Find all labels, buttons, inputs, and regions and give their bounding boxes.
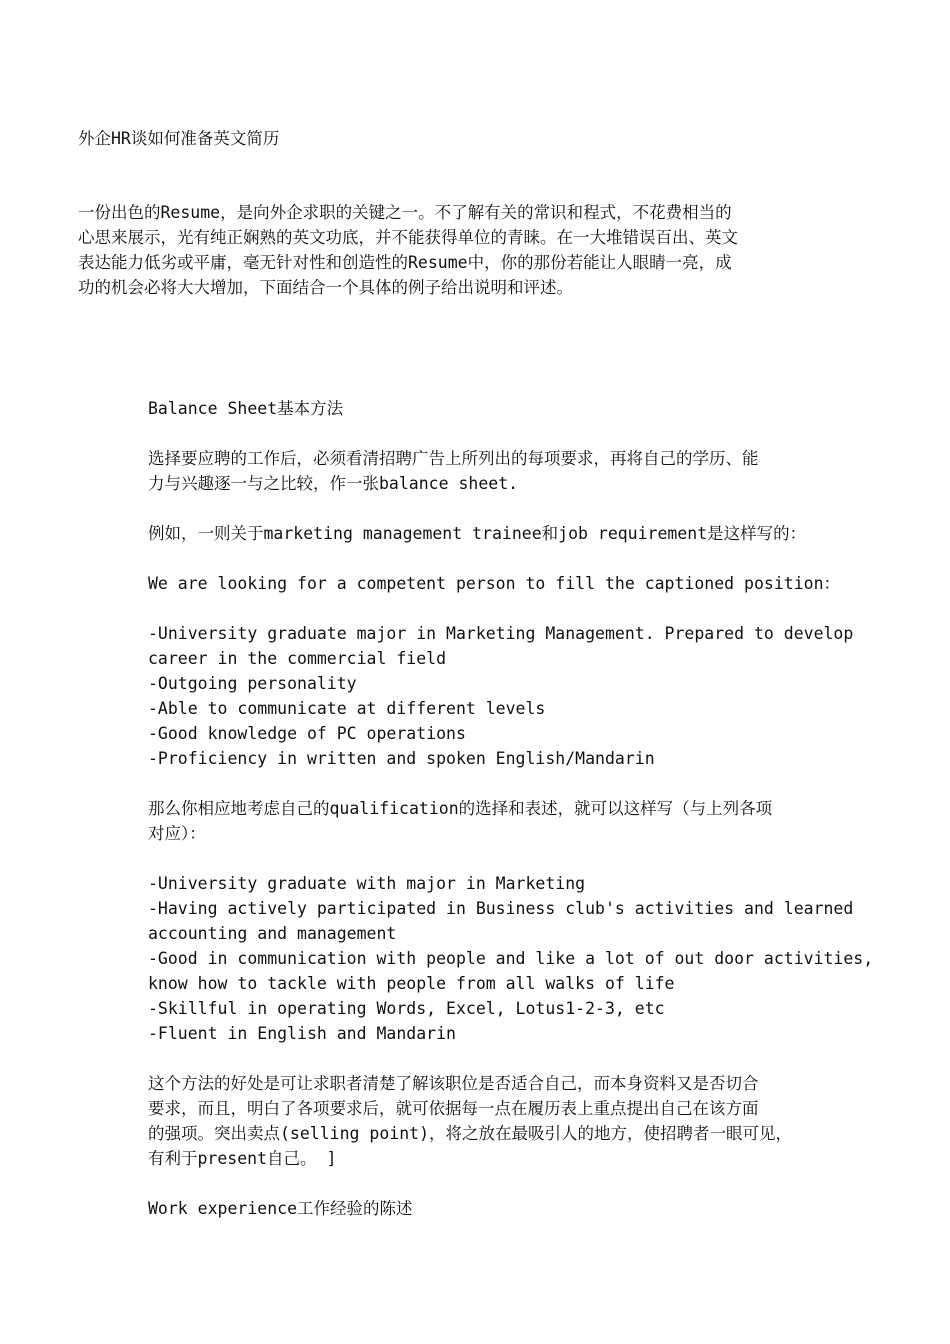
work-experience-heading-block	[148, 1196, 873, 1221]
qualification-intro-line: 那么你相应地考虑自己的qualification的选择和表述，就可以这样写（与上列各项	[148, 799, 773, 818]
qualification-intro-paragraph	[148, 796, 873, 846]
requirement-line: -University graduate major in Marketing Management. Prepared to develop	[148, 624, 854, 643]
qualification-line: -Good in communication with people and like a lot of out door activities,	[148, 949, 874, 968]
document-title: 外企HR谈如何准备英文简历	[78, 129, 280, 148]
benefit-line: 要求，而且，明白了各项要求后，就可依据每一点在履历表上重点提出自己在该方面	[148, 1099, 759, 1118]
qualification-line: -Fluent in English and Mandarin	[148, 1024, 456, 1043]
example-intro-paragraph	[148, 521, 873, 546]
intro-line: 一份出色的Resume，是向外企求职的关键之一。不了解有关的常识和程式，不花费相当的	[78, 203, 732, 222]
section-heading-balance-sheet: Balance Sheet基本方法	[148, 399, 344, 418]
intro-line: 功的机会必将大大增加，下面结合一个具体的例子给出说明和评述。	[78, 278, 573, 297]
balance-sheet-heading-block	[148, 396, 873, 421]
requirement-line: career in the commercial field	[148, 649, 447, 668]
requirement-line: -Proficiency in written and spoken English/Mandarin	[148, 749, 655, 768]
qualification-line: know how to tackle with people from all walks of life	[148, 974, 675, 993]
benefit-line: 这个方法的好处是可让求职者清楚了解该职位是否适合自己，而本身资料又是否切合	[148, 1074, 759, 1093]
method-line: 力与兴趣逐一与之比较，作一张balance sheet.	[148, 474, 519, 493]
benefit-paragraph	[148, 1071, 873, 1171]
requirement-line: -Outgoing personality	[148, 674, 357, 693]
qualification-line: -University graduate with major in Marketing	[148, 874, 586, 893]
method-line: 选择要应聘的工作后，必须看清招聘广告上所列出的每项要求，再将自己的学历、能	[148, 449, 759, 468]
intro-line: 心思来展示，光有纯正娴熟的英文功底，并不能获得单位的青睐。在一大堆错误百出、英文	[78, 228, 738, 247]
benefit-line: 有利于present自己。 ]	[148, 1149, 337, 1168]
qualification-line: accounting and management	[148, 924, 397, 943]
requirement-line: -Able to communicate at different levels	[148, 699, 546, 718]
benefit-line: 的强项。突出卖点(selling point)，将之放在最吸引人的地方，使招聘者一眼可见，	[148, 1124, 793, 1143]
method-paragraph	[148, 446, 873, 496]
intro-paragraph	[78, 200, 853, 300]
qualification-line: -Skillful in operating Words, Excel, Lotus1-2-3, etc	[148, 999, 665, 1018]
section-heading-work-experience: Work experience工作经验的陈述	[148, 1199, 413, 1218]
qualification-intro-line: 对应）：	[148, 824, 206, 843]
balance-sheet-section	[148, 396, 873, 1221]
requirement-line: -Good knowledge of PC operations	[148, 724, 466, 743]
intro-line: 表达能力低劣或平庸，毫无针对性和创造性的Resume中，你的那份若能让人眼睛一亮，成	[78, 253, 732, 272]
requirements-list	[148, 621, 873, 771]
example-intro-line: 例如，一则关于marketing management trainee和job requirement是这样写的：	[148, 524, 807, 543]
qualifications-list	[148, 871, 873, 1046]
ad-lead-line: We are looking for a competent person to fill the captioned position：	[148, 574, 841, 593]
ad-lead-paragraph	[148, 571, 873, 596]
qualification-line: -Having actively participated in Business club's activities and learned	[148, 899, 854, 918]
